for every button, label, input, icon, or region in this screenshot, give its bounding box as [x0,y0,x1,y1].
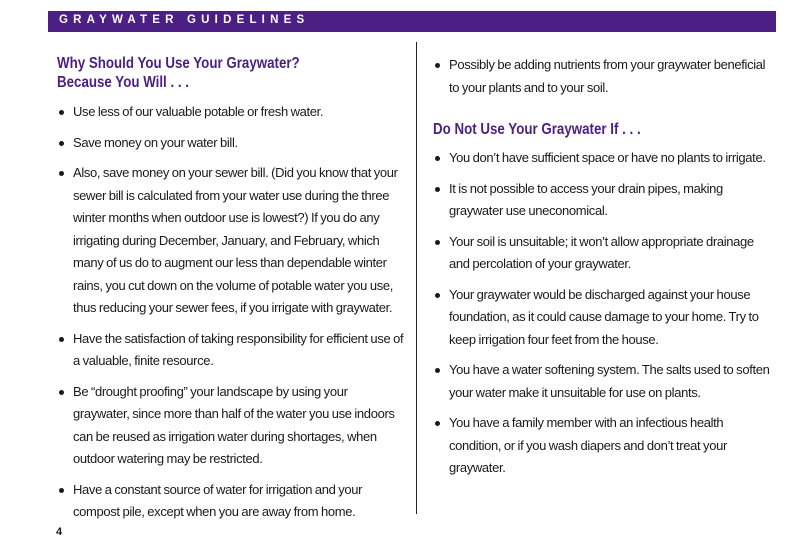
list-item: Have a constant source of water for irrigation and your compost pile, except when you are away from home. [57,479,405,524]
right-column [433,54,773,488]
page-number: 4 [56,526,63,538]
why-heading-line-2: Because You Will . . . [57,74,189,91]
left-column [57,54,405,532]
benefits-list [57,101,405,524]
list-item: You have a water softening system. The salts used to soften your water make it unsuitable for use on plants. [433,359,773,404]
restrictions-list [433,147,773,480]
banner-title: GRAYWATER GUIDELINES [59,14,310,26]
list-item: Your graywater would be discharged against your house foundation, as it could cause damage to your home. Try to keep irrigation four feet from the house. [433,284,773,352]
list-item: Possibly be adding nutrients from your graywater beneficial to your plants and to your soil. [433,54,773,99]
why-heading [57,54,356,92]
list-item: You have a family member with an infectious health condition, or if you wash diapers and don’t treat your graywater. [433,412,773,480]
list-item: Your soil is unsuitable; it won’t allow appropriate drainage and percolation of your graywater. [433,231,773,276]
list-item: Be “drought proofing” your landscape by using your graywater, since more than half of the water you use indoors can be reused as irrigation water during shortages, when outdoor watering may be restricted. [57,381,405,471]
do-not-use-heading: Do Not Use Your Graywater If . . . [433,121,641,138]
list-item: Use less of our valuable potable or fresh water. [57,101,405,124]
list-item: It is not possible to access your drain pipes, making graywater use uneconomical. [433,178,773,223]
list-item: Also, save money on your sewer bill. (Did you know that your sewer bill is calculated from your water use during the three winter months when outdoor use is lowest?) If you do any irrigating during December, January, and February, which many of us do to augment our less than dependable winter rains, you cut down on the volume of potable water you use, thus reducing your sewer fees, if you irrigate with graywater. [57,162,405,320]
list-item: Save money on your water bill. [57,132,405,155]
list-item: Have the satisfaction of taking responsibility for efficient use of a valuable, finite resource. [57,328,405,373]
benefits-list-continued [433,54,773,99]
list-item: You don’t have sufficient space or have no plants to irrigate. [433,147,773,170]
column-divider [416,42,417,514]
section-banner [48,11,776,32]
why-heading-line-1: Why Should You Use Your Graywater? [57,55,300,72]
